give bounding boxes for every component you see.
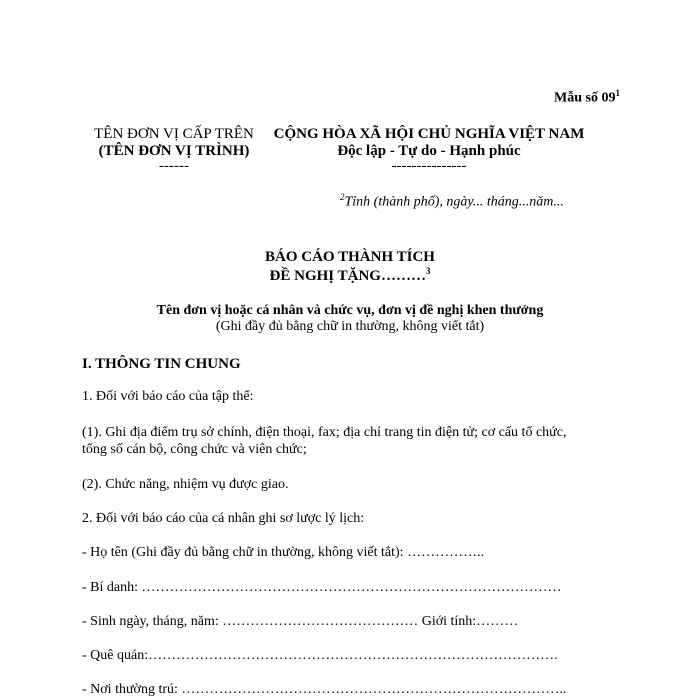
header-left	[84, 126, 264, 172]
header-right-rule: ---------------	[391, 158, 467, 174]
report-subtitle-note: (Ghi đầy đủ bằng chữ in thường, không viết tắt)	[215, 319, 485, 334]
place-date	[340, 192, 564, 211]
report-title	[0, 249, 700, 285]
place-date-text: Tỉnh (thành phố), ngày... tháng...năm...	[344, 194, 564, 210]
body-line: - Nơi thường trú: ………………………………………………………………………..	[82, 682, 567, 697]
report-title-line2	[0, 266, 700, 285]
submitting-unit: (TÊN ĐƠN VỊ TRÌNH)	[98, 143, 250, 159]
report-title-footnote: 3	[425, 266, 431, 276]
place-date-footnote: 2	[340, 192, 345, 202]
issuing-authority: TÊN ĐƠN VỊ CẤP TRÊN	[94, 126, 254, 142]
body-line: (2). Chức năng, nhiệm vụ được giao.	[82, 477, 289, 492]
body-line: - Sinh ngày, tháng, năm: …………………………………… Giới tính:………	[82, 614, 519, 629]
body-line: tổng số cán bộ, công chức và viên chức;	[82, 442, 307, 457]
report-subtitle	[0, 303, 700, 335]
national-motto: Độc lập - Tự do - Hạnh phúc	[337, 143, 521, 159]
body-line: (1). Ghi địa điểm trụ sở chính, điện thoại, fax; địa chỉ trang tin điện tử; cơ cấu tổ chức,	[82, 425, 567, 440]
section-heading: I. THÔNG TIN CHUNG	[82, 356, 241, 372]
body-line: - Họ tên (Ghi đầy đủ bằng chữ in thường, không viết tắt): ……………..	[82, 545, 485, 560]
header-left-rule: ------	[159, 158, 189, 174]
body-line: - Bí danh: ………………………………………………………………………………	[82, 580, 562, 595]
form-number-footnote: 1	[615, 88, 620, 98]
form-number-text: Mẫu số 09	[554, 90, 616, 106]
body-line: - Quê quán:…………………………………………………………………………….	[82, 648, 558, 663]
report-title-line1: BÁO CÁO THÀNH TÍCH	[265, 249, 435, 265]
body-line: 2. Đối với báo cáo của cá nhân ghi sơ lược lý lịch:	[82, 511, 365, 526]
report-subtitle-bold: Tên đơn vị hoặc cá nhân và chức vụ, đơn vị đề nghị khen thưởng	[156, 303, 544, 318]
body-line: 1. Đối với báo cáo của tập thể:	[82, 389, 254, 404]
national-title: CỘNG HÒA XÃ HỘI CHỦ NGHĨA VIỆT NAM	[273, 126, 585, 142]
report-title-line2-text: ĐỀ NGHỊ TẶNG………	[269, 268, 426, 284]
form-number	[554, 88, 620, 107]
header-right	[268, 126, 590, 172]
